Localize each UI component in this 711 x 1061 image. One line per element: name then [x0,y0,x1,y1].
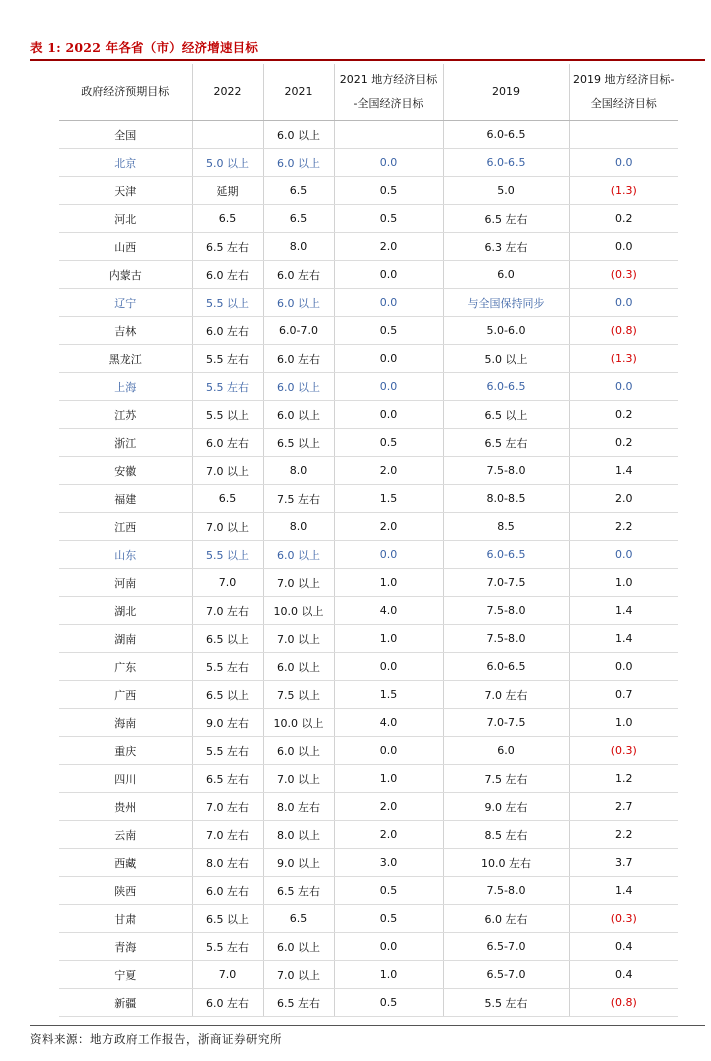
row-label: 安徽 [59,457,192,485]
table-cell: 1.0 [569,709,678,737]
table-row [59,261,678,289]
table-cell: 2.2 [569,821,678,849]
table-cell: 8.0-8.5 [443,485,569,513]
table-cell: 8.0 [263,233,334,261]
table-cell: 7.0 以上 [263,569,334,597]
row-label: 重庆 [59,737,192,765]
table-cell: (1.3) [569,345,678,373]
table-cell: 6.0-6.5 [443,149,569,177]
row-label: 全国 [59,121,192,149]
column-header: 2019 地方经济目标- 全国经济目标 [569,64,678,121]
column-header: 2021 [263,64,334,121]
table-cell: 1.0 [334,569,443,597]
table-cell: 9.0 左右 [443,793,569,821]
table-row [59,429,678,457]
table-cell: 7.0 左右 [192,793,263,821]
table-cell: (0.8) [569,989,678,1017]
table-cell: 6.0 以上 [263,373,334,401]
table-cell: 0.0 [569,289,678,317]
row-label: 广西 [59,681,192,709]
table-row [59,485,678,513]
table-cell: 7.5 以上 [263,681,334,709]
table-cell: 6.5 [263,205,334,233]
table-cell: 6.0 以上 [263,933,334,961]
table-cell: 4.0 [334,597,443,625]
table-cell: 7.0 以上 [263,765,334,793]
table-cell: 5.0 以上 [192,149,263,177]
row-label: 陕西 [59,877,192,905]
table-cell: 6.0 [443,261,569,289]
table-cell: 7.0-7.5 [443,709,569,737]
table-cell: 7.5-8.0 [443,877,569,905]
table-cell: 6.0 以上 [263,541,334,569]
table-cell: 0.5 [334,317,443,345]
table-cell: 2.2 [569,513,678,541]
table-cell: 1.5 [334,485,443,513]
table-cell: 3.0 [334,849,443,877]
table-cell: 6.0-6.5 [443,653,569,681]
row-label: 新疆 [59,989,192,1017]
row-label: 甘肃 [59,905,192,933]
table-cell: 延期 [192,177,263,205]
table-cell: 6.5 以上 [443,401,569,429]
table-cell: 7.5-8.0 [443,625,569,653]
row-label: 浙江 [59,429,192,457]
table-cell: 0.5 [334,205,443,233]
table-cell: 1.4 [569,877,678,905]
table-cell: 5.5 左右 [192,373,263,401]
table-row [59,905,678,933]
table-cell: 6.5 左右 [263,877,334,905]
source-note: 资料来源：地方政府工作报告，浙商证券研究所 [30,1032,282,1046]
table-cell: 5.5 左右 [192,933,263,961]
table-cell: 0.0 [334,373,443,401]
table-cell: 8.5 左右 [443,821,569,849]
table-cell: (0.3) [569,737,678,765]
table-cell: 2.7 [569,793,678,821]
table-cell: 1.0 [334,625,443,653]
row-label: 江苏 [59,401,192,429]
table-cell: 7.0 以上 [192,457,263,485]
table-cell: 7.5-8.0 [443,597,569,625]
table-cell: 6.5 以上 [192,625,263,653]
table-cell: 7.0 [192,569,263,597]
table-cell: 6.5 左右 [263,989,334,1017]
table-row [59,821,678,849]
table-row [59,121,678,149]
table-row [59,625,678,653]
table-cell: 5.0 以上 [443,345,569,373]
table-cell: (0.8) [569,317,678,345]
table-cell: 0.0 [334,149,443,177]
table-cell: 7.0 左右 [443,681,569,709]
table-cell: 1.2 [569,765,678,793]
table-cell: 6.0 以上 [263,653,334,681]
table-row [59,681,678,709]
row-label: 江西 [59,513,192,541]
row-label: 西藏 [59,849,192,877]
table-cell: 6.5 [263,905,334,933]
column-header: 2021 地方经济目标 -全国经济目标 [334,64,443,121]
table-cell: 5.5 左右 [192,345,263,373]
column-header: 政府经济预期目标 [59,64,192,121]
table-cell: 6.0 左右 [192,261,263,289]
table-cell: 0.5 [334,177,443,205]
table-cell: 8.0 [263,513,334,541]
header-row [59,64,678,121]
table-cell: 1.4 [569,597,678,625]
table-cell: 0.2 [569,205,678,233]
table-row [59,401,678,429]
table-cell: 0.0 [569,653,678,681]
table-cell: 5.5 以上 [192,541,263,569]
table-cell: 8.0 [263,457,334,485]
table-cell: 10.0 以上 [263,597,334,625]
table-cell: 6.0 以上 [263,401,334,429]
table-row [59,849,678,877]
table-cell: 8.5 [443,513,569,541]
table-cell: 0.0 [569,233,678,261]
table-row [59,765,678,793]
top-rule [30,59,705,61]
table-cell: 1.0 [334,961,443,989]
table-cell: 1.4 [569,457,678,485]
table-cell: 0.0 [334,653,443,681]
table-cell: 0.0 [569,373,678,401]
row-label: 青海 [59,933,192,961]
table-cell: 5.5 左右 [192,737,263,765]
table-cell: 6.0-7.0 [263,317,334,345]
table-cell: 0.2 [569,401,678,429]
table-cell: 1.4 [569,625,678,653]
table-row [59,653,678,681]
table-cell: 2.0 [334,821,443,849]
row-label: 辽宁 [59,289,192,317]
table-row [59,793,678,821]
table-cell [569,121,678,149]
table-cell: 6.0-6.5 [443,373,569,401]
table-cell: 9.0 以上 [263,849,334,877]
row-label: 海南 [59,709,192,737]
table-row [59,541,678,569]
table-cell: 10.0 左右 [443,849,569,877]
table-cell: 7.5 左右 [263,485,334,513]
table-cell: 6.3 左右 [443,233,569,261]
table-cell: 7.0 以上 [263,625,334,653]
table-row [59,205,678,233]
row-label: 福建 [59,485,192,513]
table-cell: 0.4 [569,933,678,961]
table-cell: 6.5 左右 [192,765,263,793]
table-cell: 3.7 [569,849,678,877]
table-row [59,513,678,541]
table-cell: 6.0 左右 [263,345,334,373]
table-cell: 6.0 左右 [192,429,263,457]
table-cell: 6.0-6.5 [443,121,569,149]
row-label: 河北 [59,205,192,233]
column-header: 2022 [192,64,263,121]
table-cell: 10.0 以上 [263,709,334,737]
table-cell: (1.3) [569,177,678,205]
row-label: 山西 [59,233,192,261]
table-caption: 表 1: 2022 年各省（市）经济增速目标 [30,40,259,55]
table-cell: 5.0 [443,177,569,205]
table-row [59,373,678,401]
table-cell: (0.3) [569,905,678,933]
table-cell: 0.0 [334,289,443,317]
table-cell: 5.5 左右 [443,989,569,1017]
row-label: 北京 [59,149,192,177]
row-label: 广东 [59,653,192,681]
table-row [59,737,678,765]
table-cell: 6.5 [192,485,263,513]
row-label: 黑龙江 [59,345,192,373]
table-cell: 6.0 [443,737,569,765]
row-label: 湖南 [59,625,192,653]
table-cell: 7.0-7.5 [443,569,569,597]
table-row [59,709,678,737]
table-row [59,961,678,989]
table-cell: 6.5-7.0 [443,961,569,989]
table-cell: 0.0 [334,345,443,373]
table-cell: 2.0 [334,513,443,541]
table-cell: 6.0-6.5 [443,541,569,569]
table-cell: 6.5 [263,177,334,205]
table-cell: 7.0 [192,961,263,989]
table-cell: 0.5 [334,877,443,905]
table-cell: 1.5 [334,681,443,709]
table-cell: 7.0 以上 [263,961,334,989]
table-cell: 6.0 左右 [192,877,263,905]
table-cell: 0.0 [334,541,443,569]
table-cell: 6.0 左右 [443,905,569,933]
table-cell [334,121,443,149]
table-cell: 6.0 左右 [192,989,263,1017]
table-cell: 0.5 [334,905,443,933]
table-cell: 7.5-8.0 [443,457,569,485]
table-cell: 7.0 左右 [192,597,263,625]
row-label: 河南 [59,569,192,597]
table-row [59,933,678,961]
table-cell: 5.0-6.0 [443,317,569,345]
table-cell: 7.0 以上 [192,513,263,541]
table-cell: 2.0 [334,233,443,261]
table-row [59,233,678,261]
table-cell: 2.0 [569,485,678,513]
row-label: 宁夏 [59,961,192,989]
table-cell: 6.0 左右 [263,261,334,289]
table-row [59,989,678,1017]
row-label: 内蒙古 [59,261,192,289]
table-row [59,317,678,345]
table-cell: 6.5 以上 [192,905,263,933]
bottom-rule [30,1025,705,1026]
row-label: 吉林 [59,317,192,345]
row-label: 贵州 [59,793,192,821]
growth-target-table [59,64,678,1017]
table-row [59,877,678,905]
table-cell: 0.7 [569,681,678,709]
table-cell: 0.2 [569,429,678,457]
table-cell: 1.0 [569,569,678,597]
table-cell: 4.0 [334,709,443,737]
table-cell: 0.0 [334,401,443,429]
table-row [59,149,678,177]
table-cell: 6.0 以上 [263,289,334,317]
table-row [59,569,678,597]
table-cell: 6.0 以上 [263,121,334,149]
table-row [59,289,678,317]
table-cell: 与全国保持同步 [443,289,569,317]
table-cell: 1.0 [334,765,443,793]
table-cell: 6.5 以上 [192,681,263,709]
table-cell: (0.3) [569,261,678,289]
row-label: 山东 [59,541,192,569]
table-cell: 7.0 左右 [192,821,263,849]
row-label: 上海 [59,373,192,401]
table-cell: 5.5 左右 [192,653,263,681]
table-cell: 0.5 [334,429,443,457]
row-label: 云南 [59,821,192,849]
table-cell: 0.0 [569,541,678,569]
table-cell: 6.5 [192,205,263,233]
table-cell: 2.0 [334,457,443,485]
table-cell: 0.0 [569,149,678,177]
table-cell: 5.5 以上 [192,289,263,317]
table-cell: 0.5 [334,989,443,1017]
table-cell: 6.5 左右 [443,205,569,233]
table-row [59,345,678,373]
table-cell: 8.0 左右 [192,849,263,877]
table-cell: 6.5 以上 [263,429,334,457]
table-cell: 6.0 左右 [192,317,263,345]
table-body [59,121,678,1017]
table-cell: 7.5 左右 [443,765,569,793]
table-cell [192,121,263,149]
table-row [59,457,678,485]
table-cell: 5.5 以上 [192,401,263,429]
table-cell: 0.0 [334,933,443,961]
table-cell: 9.0 左右 [192,709,263,737]
row-label: 四川 [59,765,192,793]
table-cell: 6.0 以上 [263,737,334,765]
row-label: 湖北 [59,597,192,625]
table-cell: 8.0 以上 [263,821,334,849]
table-row [59,597,678,625]
table-cell: 6.5 左右 [192,233,263,261]
table-row [59,177,678,205]
table-cell: 6.0 以上 [263,149,334,177]
table-cell: 0.0 [334,737,443,765]
table-cell: 0.0 [334,261,443,289]
table-cell: 6.5-7.0 [443,933,569,961]
table-cell: 2.0 [334,793,443,821]
table-cell: 6.5 左右 [443,429,569,457]
row-label: 天津 [59,177,192,205]
column-header: 2019 [443,64,569,121]
table-cell: 0.4 [569,961,678,989]
table-header [59,64,678,121]
table-cell: 8.0 左右 [263,793,334,821]
